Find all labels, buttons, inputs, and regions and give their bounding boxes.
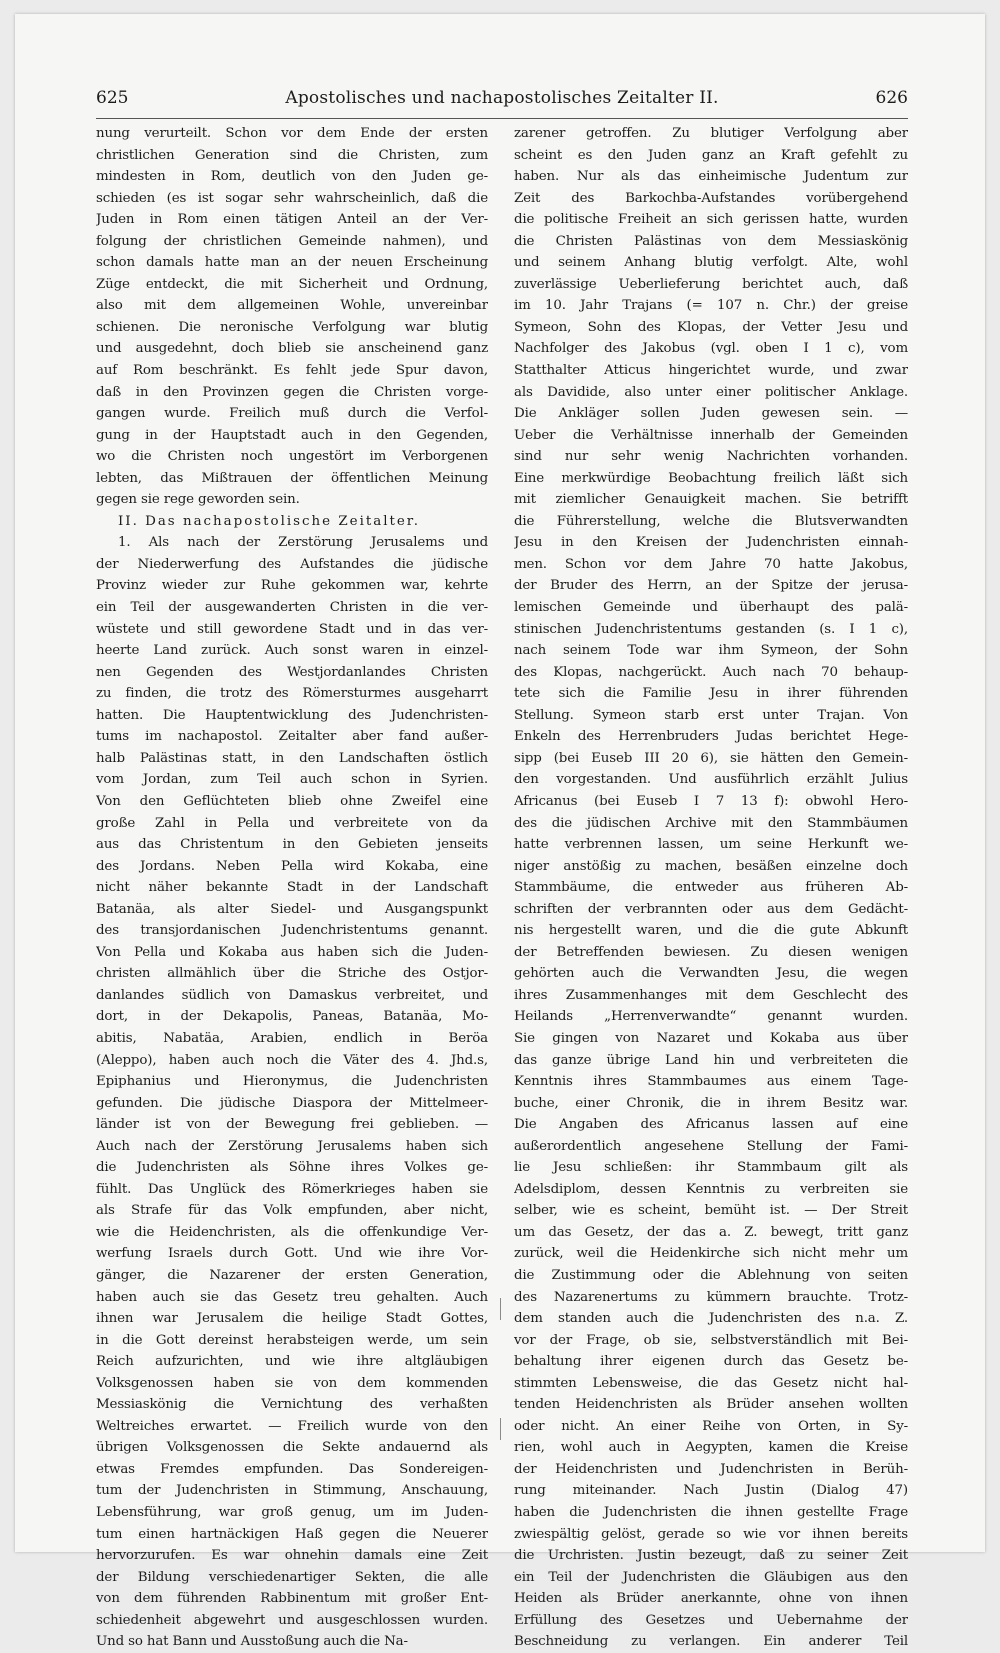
text-line: ein Teil der Judenchristen die Gläubigen aus den [514,1569,908,1585]
text-line: christlichen Generation sind die Christen, zum [96,147,488,163]
text-line: übrigen Volksgenossen die Sekte andauernd als [96,1440,488,1456]
text-line: zurück, weil die Heidenkirche sich nicht mehr um [514,1246,908,1262]
text-line: danlandes südlich von Damaskus verbreitet, und [96,987,488,1003]
text-line: Lebensführung, war groß genug, um im Juden- [96,1505,488,1520]
text-line: tete sich die Familie Jesu in ihrer führenden [514,686,908,702]
text-line: um das Gesetz, der das a. Z. bewegt, tritt ganz [514,1224,908,1240]
text-line: der Bildung verschiedenartiger Sekten, die alle [96,1569,488,1585]
text-line: vom Jordan, zum Teil auch schon in Syrien. [96,772,488,788]
text-line: Heilands „Herrenverwandte“ genannt wurden. [514,1009,908,1025]
text-line: Von Pella und Kokaba aus haben sich die Juden- [96,944,488,960]
text-line: ihnen war Jerusalem die heilige Stadt Gottes, [96,1311,488,1327]
running-header [96,88,908,110]
text-line: schiedenheit abgewehrt und ausgeschlossen wurden. [96,1612,488,1628]
text-line: Ueber die Verhältnisse innerhalb der Gemeinden [514,427,908,443]
text-line: fühlt. Das Unglück des Römerkrieges haben sie [96,1181,488,1197]
text-line: Von den Geflüchteten blieb ohne Zweifel eine [96,793,488,809]
text-line: etwas Fremdes empfunden. Das Sondereigen- [96,1461,488,1477]
text-line: des Nazarenertums zu kümmern brauchte. Trotz- [514,1289,908,1305]
text-line: Enkeln des Herrenbruders Judas berichtet Hege- [514,729,908,745]
text-line: tenden Heidenchristen als Brüder ansehen wollten [514,1397,908,1413]
text-line: mit ziemlicher Genauigkeit machen. Sie betrifft [514,492,908,508]
text-line: die Führerstellung, welche die Blutsverwandten [514,513,908,529]
text-line: die Urchristen. Justin bezeugt, daß zu seiner Zeit [514,1548,908,1564]
text-line: die Christen Palästinas von dem Messiaskönig [514,233,908,249]
text-line: Jesu in den Kreisen der Judenchristen einnah- [514,535,908,551]
text-line: Erfüllung des Gesetzes und Uebernahme der [514,1612,908,1628]
text-line: den vorgestanden. Und ausführlich erzählt Julius [514,772,908,788]
text-line: des Klopas, nachgerückt. Auch nach 70 behaup- [514,664,908,680]
text-line: ihres Zusammenhanges mit dem Geschlecht des [514,987,908,1003]
text-line: Nachfolger des Jakobus (vgl. oben I 1 c), vom [514,341,908,357]
right-column-number: 626 [875,88,908,108]
text-line: die politische Freiheit an sich gerissen hatte, wurden [514,212,908,228]
text-line: stimmten Lebensweise, die das Gesetz nicht hal- [514,1375,908,1391]
text-line: nen Gegenden des Westjordanlandes Christen [96,664,488,680]
text-line: der Bruder des Herrn, an der Spitze der jerusa- [514,578,908,594]
text-line: Kenntnis ihres Stammbaumes aus einem Tage- [514,1074,908,1090]
text-line: zarener getroffen. Zu blutiger Verfolgung aber [514,126,908,141]
text-line: länder ist von der Bewegung frei geblieben. — [96,1117,488,1133]
text-line: rien, wohl auch in Aegypten, kamen die Kreise [514,1440,908,1456]
column-separator-mark [500,1418,501,1440]
text-line: aus das Christentum in den Gebieten jenseits [96,837,488,853]
text-line: hatte verbrennen lassen, um seine Herkunft we- [514,837,908,853]
text-line: nung verurteilt. Schon vor dem Ende der ersten [96,126,488,141]
text-line: Stellung. Symeon starb erst unter Trajan. Von [514,707,908,723]
text-line: Messiaskönig die Vernichtung des verhaßten [96,1397,488,1413]
text-line: als Strafe für das Volk empfunden, aber nicht, [96,1203,488,1219]
text-line: des Jordans. Neben Pella wird Kokaba, eine [96,858,488,874]
text-line: als Davidide, also unter einer politischer Anklage. [514,384,908,400]
text-line: sipp (bei Euseb III 20 6), sie hätten den Gemein- [514,750,908,766]
text-line: 1. Als nach der Zerstörung Jerusalems und [118,535,488,551]
text-line: wie die Heidenchristen, als die offenkundige Ver- [96,1224,488,1240]
text-line: Africanus (bei Euseb I 7 13 f): obwohl Hero- [514,793,908,809]
text-line: Beschneidung zu verlangen. Ein anderer Teil [514,1634,908,1650]
text-line: nach seinem Tode war ihm Symeon, der Sohn [514,643,908,659]
text-line: außerordentlich angesehene Stellung der Fami- [514,1138,908,1154]
text-line: des die jüdischen Archive mit den Stammbäumen [514,815,908,831]
text-line: der Heidenchristen und Judenchristen in Berüh- [514,1461,908,1477]
text-line: Und so hat Bann und Ausstoßung auch die Na- [96,1634,408,1650]
text-line: lebten, das Mißtrauen der öffentlichen Meinung [96,470,488,486]
text-line: Züge entdeckt, die mit Sicherheit und Ordnung, [96,276,488,292]
text-line: selber, wie es scheint, bemüht ist. — Der Streit [514,1203,908,1219]
text-line: das ganze übrige Land hin und verbreiteten die [514,1052,908,1068]
text-line: (Aleppo), haben auch noch die Väter des 4. Jhd.s, [96,1052,488,1068]
text-line: nicht näher bekannte Stadt in der Landschaft [96,880,488,896]
text-line: und seinem Anhang blutig verfolgt. Alte, wohl [514,255,908,271]
text-line: Provinz wieder zur Ruhe gekommen war, kehrte [96,578,488,594]
text-line: wo die Christen noch ungestört im Verborgenen [96,449,488,465]
text-line: Sie gingen von Nazaret und Kokaba aus über [514,1030,908,1046]
text-line: große Zahl in Pella und verbreitete von da [96,815,488,831]
text-line: Reich aufzurichten, und wie ihre altgläubigen [96,1354,488,1370]
right-text-column [514,123,908,1653]
text-line: lemischen Gemeinde und überhaupt des palä- [514,600,908,616]
text-line: Volksgenossen haben sie von dem kommenden [96,1375,488,1391]
text-line: daß in den Provinzen gegen die Christen vorge- [96,384,488,400]
text-line: im 10. Jahr Trajans (= 107 n. Chr.) der greise [514,298,908,314]
text-line: tum der Judenchristen in Stimmung, Anschauung, [96,1483,488,1499]
text-line: christen allmählich über die Striche des Ostjor- [96,966,488,982]
text-line: von dem führenden Rabbinentum mit großer Ent- [96,1591,488,1607]
text-line: wüstete und still gewordene Stadt und in das ver- [96,621,488,637]
text-line: gung in der Hauptstadt auch in den Gegenden, [96,427,488,443]
text-line: schriften der verbrannten oder aus dem Gedächt- [514,901,908,917]
text-line: scheint es den Juden ganz an Kraft gefehlt zu [514,147,908,163]
text-line: niger anstößig zu machen, besäßen einzelne doch [514,858,908,874]
text-line: Juden in Rom einen tätigen Anteil an der Ver- [96,212,488,228]
text-line: des transjordanischen Judenchristentums genannt. [96,923,488,939]
text-line: schon damals hatte man an der neuen Erscheinung [96,255,488,271]
text-line: tums im nachapostol. Zeitalter aber fand außer- [96,729,488,745]
text-line: abitis, Nabatäa, Arabien, endlich in Beröa [96,1030,488,1046]
text-line: haben. Nur als das einheimische Judentum zur [514,169,908,185]
text-line: in die Gott dereinst herabsteigen werde, um sein [96,1332,488,1348]
text-line: sind nur sehr wenig Nachrichten vorhanden. [514,449,908,465]
left-column-number: 625 [96,88,129,108]
text-line: nis hergestellt waren, und die die gute Abkunft [514,923,908,939]
text-line: der Betreffenden bewiesen. Zu diesen wenigen [514,944,908,960]
text-line: zwiespältig gelöst, gerade so wie vor ihnen bereits [514,1526,908,1542]
text-line: Weltreiches erwartet. — Freilich wurde von den [96,1418,488,1434]
text-line: folgung der christlichen Gemeinde nahmen), und [96,233,488,249]
text-line: hervorzurufen. Es war ohnehin damals eine Zeit [96,1548,488,1564]
text-line: halb Palästinas statt, in den Landschaften östlich [96,750,488,766]
text-line: men. Schon vor dem Jahre 70 hatte Jakobus, [514,556,908,572]
text-line: Eine merkwürdige Beobachtung freilich läßt sich [514,470,908,486]
text-line: Zeit des Barkochba-Aufstandes vorübergehend [514,190,908,206]
text-line: Die Ankläger sollen Juden gewesen sein. — [514,406,908,422]
text-line: schienen. Die neronische Verfolgung war blutig [96,319,488,335]
text-line: gehörten auch die Verwandten Jesu, die wegen [514,966,908,982]
text-line: buche, einer Chronik, die in ihrem Besitz war. [514,1095,908,1111]
text-line: Symeon, Sohn des Klopas, der Vetter Jesu und [514,319,908,335]
text-line: oder nicht. An einer Reihe von Orten, in Sy- [514,1418,908,1434]
text-line: rung miteinander. Nach Justin (Dialog 47) [514,1483,908,1499]
text-line: ein Teil der ausgewanderten Christen in die ver- [96,600,488,616]
text-line: stinischen Judenchristentums gestanden (s. I 1 c), [514,621,908,637]
text-line: gänger, die Nazarener der ersten Generation, [96,1267,488,1283]
text-line: gegen sie rege geworden sein. [96,492,300,508]
text-line: Auch nach der Zerstörung Jerusalems haben sich [96,1138,488,1154]
column-separator-mark [500,1298,501,1320]
text-line: die Zustimmung oder die Ablehnung von seiten [514,1267,908,1283]
text-line: heerte Land zurück. Auch sonst waren in einzel- [96,643,488,659]
text-line: dort, in der Dekapolis, Paneas, Batanäa, Mo- [96,1009,488,1025]
header-rule [96,118,908,119]
text-line: zu finden, die trotz des Römersturmes ausgeharrt [96,686,488,702]
text-line: Adelsdiplom, dessen Kenntnis zu verbreiten sie [514,1181,908,1197]
text-line: Heiden als Brüder anerkannte, ohne von ihnen [514,1591,908,1607]
text-line: haben die Judenchristen die ihnen gestellte Frage [514,1505,908,1520]
text-line: gefunden. Die jüdische Diaspora der Mittelmeer- [96,1095,488,1111]
text-line: tum einen hartnäckigen Haß gegen die Neuerer [96,1526,488,1542]
text-line: gangen wurde. Freilich muß durch die Verfol- [96,406,488,422]
text-line: haben auch sie das Gesetz treu gehalten. Auch [96,1289,488,1305]
text-line: und ausgedehnt, doch blieb sie anscheinend ganz [96,341,488,357]
text-line: Statthalter Atticus hingerichtet wurde, und zwar [514,363,908,379]
text-line: werfung Israels durch Gott. Und wie ihre Vor- [96,1246,488,1262]
text-line: die Judenchristen als Söhne ihres Volkes ge- [96,1160,488,1176]
page-title: Apostolisches und nachapostolisches Zeitalter II. [285,88,719,108]
text-line: Epiphanius und Hieronymus, die Judenchristen [96,1074,488,1090]
text-line: lie Jesu schließen: ihr Stammbaum gilt als [514,1160,908,1176]
text-line: schieden (es ist sogar sehr wahrscheinlich, daß die [96,190,488,206]
text-line: also mit dem allgemeinen Wohle, unvereinbar [96,298,488,314]
text-line: hatten. Die Hauptentwicklung des Judenchristen- [96,707,488,723]
text-line: mindesten in Rom, deutlich von den Juden ge- [96,169,488,185]
text-line: dem standen auch die Judenchristen des n.a. Z. [514,1311,908,1327]
text-line: Die Angaben des Africanus lassen auf eine [514,1117,908,1133]
left-text-column [96,123,488,1653]
text-line: der Niederwerfung des Aufstandes die jüdische [96,556,488,572]
text-line: Batanäa, als alter Siedel- und Ausgangspunkt [96,901,488,917]
text-line: vor der Frage, ob sie, selbstverständlich mit Bei- [514,1332,908,1348]
text-line: auf Rom beschränkt. Es fehlt jede Spur davon, [96,363,488,379]
text-line: behaltung ihrer eigenen durch das Gesetz be- [514,1354,908,1370]
text-line: II. Das nachapostolische Zeitalter. [118,513,420,529]
text-line: zuverlässige Ueberlieferung berichtet auch, daß [514,276,908,292]
text-line: Stammbäume, die entweder aus früheren Ab- [514,880,908,896]
